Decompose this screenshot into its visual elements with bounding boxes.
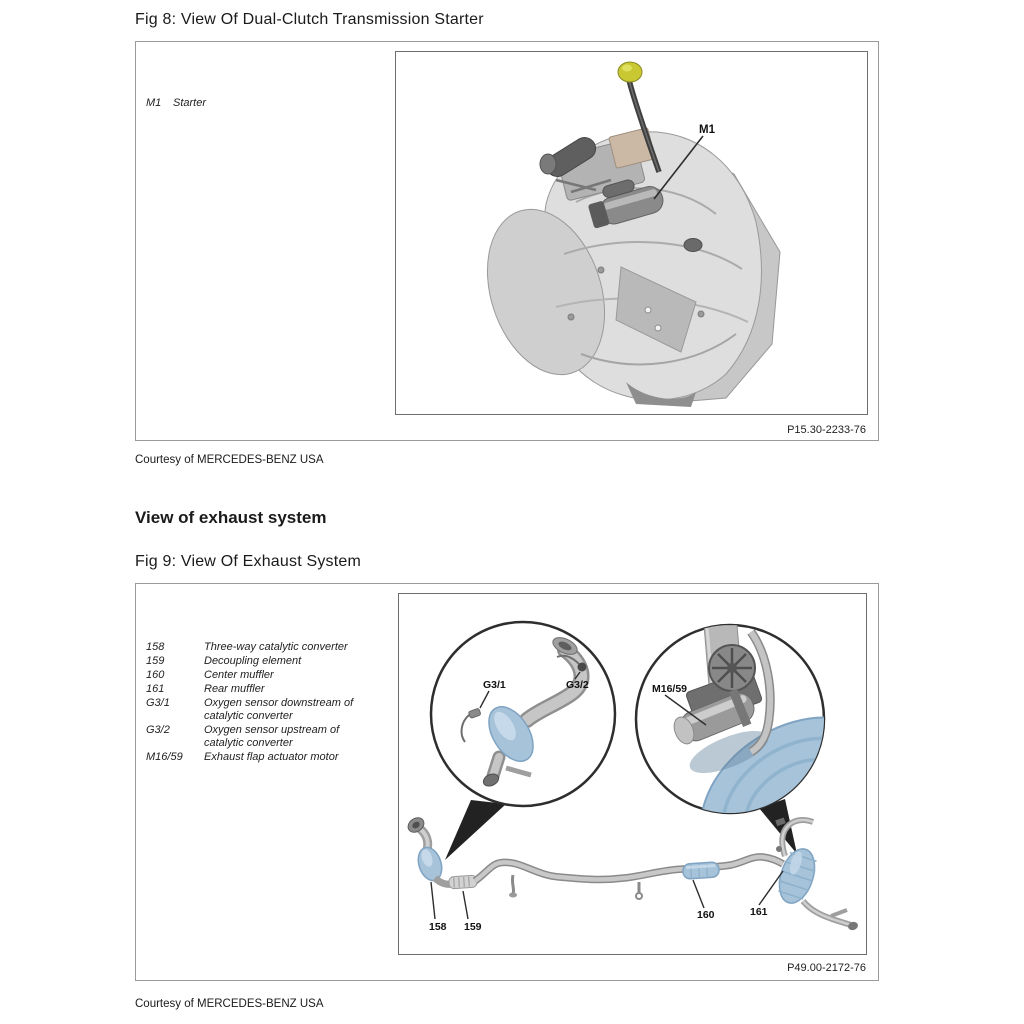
legend-row (146, 97, 323, 110)
callout-g32-label: G3/2 (566, 679, 589, 691)
legend-key: G3/1 (146, 697, 170, 709)
fig8-legend (146, 97, 323, 111)
fig9-image-code: P49.00-2172-76 (787, 962, 866, 974)
dipstick-cap (618, 62, 642, 82)
c158-leader-line (431, 882, 435, 919)
left-detail-wedge (445, 800, 506, 860)
legend-desc: Starter (173, 97, 207, 109)
legend-key: 160 (146, 669, 165, 681)
legend-desc: Decoupling element (204, 655, 302, 667)
impeller (709, 645, 755, 691)
c159-leader-line (463, 891, 468, 919)
transmission-illustration (396, 52, 867, 414)
pipe-hanger (512, 875, 513, 894)
legend-desc: Three-way catalytic converter (204, 641, 348, 653)
legend-key: M16/59 (146, 751, 183, 763)
fig8-image-frame (395, 51, 868, 415)
c160-leader-line (693, 880, 704, 908)
legend-desc: Exhaust flap actuator motor (204, 751, 339, 763)
fig8-image-code: P15.30-2233-76 (787, 424, 866, 436)
callout-160-label: 160 (697, 909, 715, 921)
fig9-legend (146, 641, 354, 765)
callout-g31-label: G3/1 (483, 679, 506, 691)
legend-key: 159 (146, 655, 165, 667)
fig8-box (135, 41, 879, 441)
fig9-box (135, 583, 879, 981)
fig9-title: Fig 9: View Of Exhaust System (135, 553, 362, 570)
legend-key: M1 (146, 97, 162, 109)
legend-row (146, 641, 354, 654)
legend-key: G3/2 (146, 724, 170, 736)
callout-m1-label: M1 (699, 124, 715, 136)
legend-key: 161 (146, 683, 165, 695)
legend-desc: Oxygen sensor downstream of catalytic converter (204, 697, 354, 722)
legend-row (146, 655, 354, 668)
fig9-courtesy: Courtesy of MERCEDES-BENZ USA (135, 998, 324, 1010)
legend-row (146, 669, 354, 682)
callout-m1659-label: M16/59 (652, 683, 688, 695)
exhaust-illustration (399, 594, 866, 954)
drain-plug (684, 239, 702, 252)
callout-158-label: 158 (429, 921, 447, 933)
fig9-image-frame (398, 593, 867, 955)
callout-161-label: 161 (750, 906, 768, 918)
fig8-courtesy: Courtesy of MERCEDES-BENZ USA (135, 454, 324, 466)
legend-desc: Center muffler (204, 669, 274, 681)
callout-159-label: 159 (464, 921, 482, 933)
fig8-title: Fig 8: View Of Dual-Clutch Transmission Starter (135, 11, 484, 28)
legend-desc: Oxygen sensor upstream of catalytic converter (204, 724, 340, 749)
section-heading: View of exhaust system (135, 508, 327, 527)
legend-key: 158 (146, 641, 165, 653)
center-muffler (682, 862, 719, 879)
legend-row (146, 724, 354, 750)
decoupling-element (449, 875, 478, 889)
legend-desc: Rear muffler (204, 683, 265, 695)
legend-row (146, 697, 354, 723)
legend-row (146, 683, 354, 696)
legend-row (146, 751, 354, 764)
